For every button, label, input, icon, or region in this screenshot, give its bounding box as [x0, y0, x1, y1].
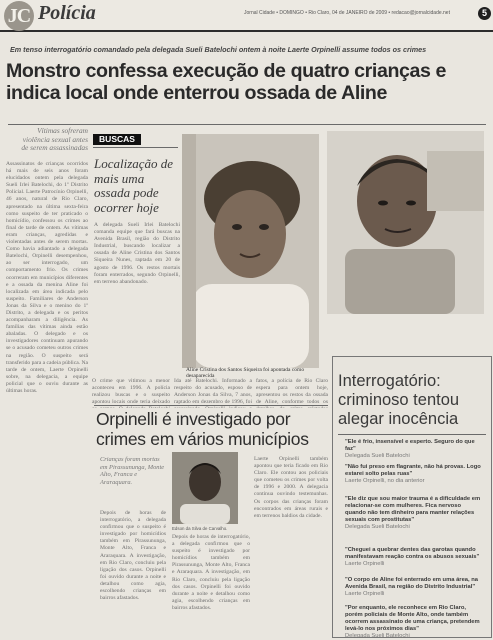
- article-column-1: Assassinatos de crianças ocorridos há mais de seis anos foram elucidados ontem pela delegada Sueli Irlei Batelochi, do 1º Distrito Policial. Laerte Patrocínio Orpinelli, 46 anos, natural de Rio Claro, apresentado na última sexta-feira como suspeito de ter praticado o homicídio, confessou os crimes ao final de tarde de ontem. As vítimas eram crianças, agredidas e violentadas antes de serem mortas. Como havia adiantado a delegada Batelochi, Orpinelli desempenhou, ao ser interrogado, um comportamento frio. Os crimes ocorreram em municípios diferentes e a ossada da menina Aline foi localizada em área indicada pelo suspeito. Familiares de Anderson Jonas da Silva e o menino do 1º Distrito, a delegada e os peritos acompanharam a diligência. As famílias das vítimas ainda estão abaladas. O delegado e os investigadores continuam apurando se o acusado cometeu outros crimes na região. O suspeito será transferido para a cadeia pública. Na tarde de ontem, Laerte Orpinelli sobre, na delegacia, a equipe policial que o ouviu durante as últimas horas.: [6, 161, 88, 394]
- photo-aline-caption: Aline Cristina dos Santos Siqueira foi apontada como desaparecida: [186, 367, 305, 379]
- orpinelli-headline: Orpinelli é investigado por crimes em vários municípios: [96, 409, 309, 449]
- interrogatorio-title: Interrogatório: criminoso tentou alegar inocência: [338, 372, 460, 428]
- photo-edson-caption: Edson da Silva de Carvalho.: [172, 526, 228, 531]
- photo-aline: [182, 134, 319, 368]
- kicker: Em tenso interrogatório comandado pela delegada Sueli Batelochi ontem à noite Laerte Orpinelli assume todos os crimes: [10, 45, 427, 54]
- orpinelli-column-2: Depois de horas de interrogatório, a delegada confirmou que o suspeito é investigado por homicídios também em Pirassununga, Monte Alto, Franca e Araraquara. A investigação, em Rio Claro, concluiu pela ligação dos casos. Orpinelli foi ouvido durante a noite e detalhou como agia, escolhendo crianças em bairros afastados.: [172, 534, 250, 611]
- quote-item: "Não fui preso em flagrante, não há provas. Logo estarei solto pelas ruas" Laerte Orpinelli, no dia anterior: [345, 464, 481, 484]
- buscas-rule: [93, 147, 178, 148]
- quote-item: "Ele diz que sou maior trauma é a dificuldade em relacionar-se com mulheres. Fica nervoso quando não tem dinheiro para manter relações sexuais com prostitutas" Delegada Sueli Batelochi: [345, 496, 481, 530]
- quote-item: "Cheguei a quebrar dentes das garotas quando manifestavam reação contra os abusos sexuais" Laerte Orpinelli: [345, 547, 480, 567]
- quote-item: "O corpo de Aline foi enterrado em uma área, na Avenida Brasil, na região do Distrito Industrial" Laerte Orpinelli: [345, 577, 478, 597]
- buscas-label: BUSCAS: [93, 134, 141, 145]
- page-number: 5: [478, 7, 491, 20]
- orpinelli-column-3: Laerte Orpinelli também apontou que teria ficado em Rio Claro. Ele contou aos policiais que cometeu os crimes por volta de 1996 e 2000. A delegacia continua ouvindo testemunhas. Os corpos das crianças foram encontrados em áreas rurais e em terrenos baldios da cidade.: [254, 456, 328, 519]
- section-title: Polícia: [38, 2, 96, 24]
- quote-item: "Por enquanto, ele reconhece em Rio Claro, porém policiais de Monte Alto, onde também ocorrem assassinato de uma criança, pretendem levá-lo nos próximos dias" Delegada Sueli Batelochi: [345, 605, 480, 639]
- orpinelli-lede: Crianças foram mortas em Pirassununga, Monte Alto, Franca e Araraquara.: [100, 456, 165, 486]
- divider: [8, 124, 486, 125]
- main-headline: Monstro confessa execução de quatro crianças e indica local onde enterrou ossada de Aline: [6, 60, 447, 104]
- interrogatorio-rule: [338, 434, 486, 435]
- lede: Vítimas sofreram violência sexual antes de serem assassinadas: [21, 126, 88, 152]
- buscas-text: A delegada Sueli Irlei Batelochi comanda equipe que fará buscas na Avenida Brasil, região do Distrito Industrial, buscando localizar a ossada de Aline Cristina dos Santos Siqueira Nunes, raptada em 20 de agosto de 1996. Os restos mortais foram enterrados, segundo Orpinelli, em terreno abandonado.: [94, 222, 180, 285]
- header-meta: Jornal Cidade • DOMINGO • Rio Claro, 04 de JANEIRO de 2009 • redacao@jornalcidade.net: [244, 10, 450, 16]
- orpinelli-column-1: Depois de horas de interrogatório, a delegada confirmou que o suspeito é investigado por homicídios também em Pirassununga, Monte Alto, Franca e Araraquara. A investigação, em Rio Claro, concluiu pela ligação dos casos. Orpinelli foi ouvido durante a noite e detalhou como agia, escolhendo crianças em bairros afastados.: [100, 510, 166, 602]
- quote-item: "Ele é frio, insensível e esperto. Seguro do que faz" Delegada Sueli Batelochi: [345, 439, 475, 459]
- middle-column-3: fatos, a polícia de Rio Claro espera para ontem hoje, apresentou os restos da ossada de Aline, conforme todos os: [256, 378, 328, 406]
- newspaper-logo: JC: [4, 1, 34, 31]
- middle-column-1: O crime que vitimou a menor aconteceu em 1996. A polícia realizou buscas e o suspeito apontou locais onde teria deixado: [92, 378, 170, 406]
- divider: [94, 405, 328, 406]
- photo-edson: [172, 452, 238, 524]
- photo-suspect: [327, 131, 484, 314]
- buscas-title: Localização de mais uma ossada pode ocorrer hoje: [94, 156, 174, 215]
- page-header: [0, 0, 493, 32]
- middle-column-2: Ida até Batelochi. Informado a respeito do acusado, esposo de Anderson Jonas da Silva, 7 anos, raptado em dezembro de 1996, foi: [174, 378, 252, 406]
